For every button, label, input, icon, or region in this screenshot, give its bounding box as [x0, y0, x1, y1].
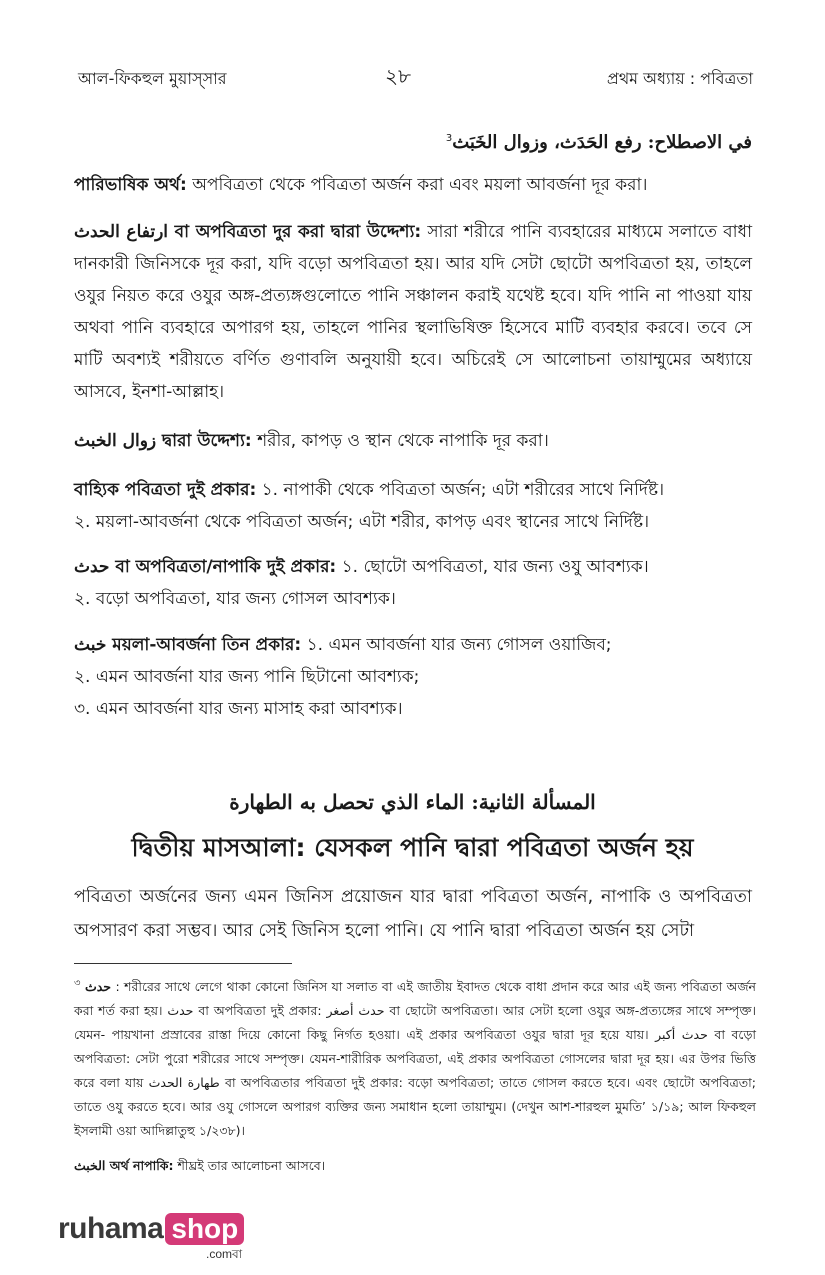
logo-ruhama: ruhama	[58, 1212, 164, 1245]
hadath-arabic: حدث	[74, 557, 110, 577]
irtifa-text: সারা শরীরে পানি ব্যবহারের মাধ্যমে সলাতে বাধা দানকারী জিনিসকে দূর করা, যদি বড়ো অপবিত্রতা হয়। আর যদি সেটা ছোটো অপবিত্রতা হয়, তাহলে ওযুর নিয়ত করে ওযুর অঙ্গ-প্রত্যঙ্গগুলোতে পানি সঞ্চালন করাই যথেষ্ট হবে। যদি পানি না পাওয়া যায় অথবা পানি ব্যবহারে অপারগ হয়, তাহলে পানির স্থলাভিষিক্ত হিসেবে মাটি ব্যবহার করবে। তবে সে মাটি অবশ্যই শরীয়তে বর্ণিত গুণাবলি অনুযায়ী হবে। অচিরেই সে আলোচনা তায়াম্মুমের অধ্যায়ে আসবে, ইনশা-আল্লাহ।	[74, 222, 753, 402]
hadath-label: বা অপবিত্রতা/নাপাকি দুই প্রকার:	[109, 557, 337, 577]
irtifa-paragraph	[74, 216, 752, 408]
logo-shop: shop	[165, 1213, 244, 1245]
closing-paragraph: পবিত্রতা অর্জনের জন্য এমন জিনিস প্রয়োজন যার দ্বারা পবিত্রতা অর্জন, নাপাকি ও অপবিত্রতা অপসারণ করা সম্ভব। আর সেই জিনিস হলো পানি। যে পানি দ্বারা পবিত্রতা অর্জন হয় সেটা	[74, 887, 752, 941]
external-purity-label: বাহ্যিক পবিত্রতা দুই প্রকার:	[74, 480, 257, 500]
external-purity-line2: ২. ময়লা-আবর্জনা থেকে পবিত্রতা অর্জন; এটা শরীর, কাপড় এবং স্থানের সাথে নির্দিষ্ট।	[74, 512, 650, 532]
footnote-2-text: শীঘ্রই তার আলোচনা আসবে।	[173, 1158, 326, 1173]
hadath-line2: ২. বড়ো অপবিত্রতা, যার জন্য গোসল আবশ্যক।	[74, 589, 396, 609]
footnote-divider	[74, 963, 292, 964]
section-arabic-title: المسألة الثانية: الماء الذي تحصل به الطهارة	[229, 790, 596, 814]
term-definition	[74, 172, 752, 200]
arabic-definition	[74, 132, 752, 153]
footnote-1	[74, 972, 756, 1143]
irtifa-label: বা অপবিত্রতা দুর করা দ্বারা উদ্দেশ্য:	[168, 222, 422, 242]
footnote-ref: 3	[445, 133, 453, 144]
zawal-arabic: زوال الخبث	[74, 431, 157, 451]
hadath-paragraph	[74, 551, 752, 615]
arabic-definition-text: في الاصطلاح: رفع الحَدَث، وزوال الخَبَث	[452, 132, 752, 153]
zawal-paragraph	[74, 428, 752, 456]
footnote-1-arabic: حدث	[84, 979, 112, 995]
footnote-1-text: : শরীরের সাথে লেগে থাকা কোনো জিনিস যা সলাত বা এই জাতীয় ইবাদত থেকে বাধা প্রদান করে আর এই জন্য পবিত্রতা অর্জন করা শর্ত করা হয়। حدث বা অপবিত্রতা দুই প্রকার: حدث أصغر বা ছোটো অপবিত্রতা। আর সেটা হলো ওযুর অঙ্গ-প্রত্যঙ্গের সাথে সম্পৃক্ত। যেমন- পায়খানা প্রস্রাবের রাস্তা দিয়ে কোনো কিছু নির্গত হওয়া। এই প্রকার অপবিত্রতা ওযুর দ্বারা দূর হয়ে যায়। حدث أكبر বা বড়ো অপবিত্রতা: সেটা পুরো শরীরের সাথে সম্পৃক্ত। যেমন-শারীরিক অপবিত্রতা, এই প্রকার অপবিত্রতা গোসলের দ্বারা দূর হয়। এর উপর ভিত্তি করে বলা যায় طهارة الحدث বা অপবিত্রতার পবিত্রতা দুই প্রকার: বড়ো অপবিত্রতা; তাতে গোসল করতে হবে। এবং ছোটো অপবিত্রতা; তাতে ওযু করতে হবে। আর ওযু গোসলে অপারগ ব্যক্তির জন্য সমাধান হলো তায়াম্মুম। (দেখুন আশ-শারহুল মুমতি’ ১/১৯; আল ফিকহুল ইসলামী ওয়া আদিল্লাতুহু ১/২৩৮)।	[74, 979, 757, 1139]
term-definition-label: পারিভাষিক অর্থ:	[74, 175, 187, 195]
khabath-line2: ২. এমন আবর্জনা যার জন্য পানি ছিটানো আবশ্যক;	[74, 667, 420, 687]
term-definition-text: অপবিত্রতা থেকে পবিত্রতা অর্জন করা এবং ময়লা আবর্জনা দূর করা।	[186, 175, 648, 195]
irtifa-arabic: ارتفاع الحدث	[74, 222, 169, 242]
running-header-title: আল-ফিকহুল মুয়াস্‌সার	[78, 69, 227, 88]
khabath-line1: ১. এমন আবর্জনা যার জন্য গোসল ওয়াজিব;	[301, 635, 612, 655]
ruhamashop-logo	[58, 1212, 244, 1261]
zawal-label: দ্বারা উদ্দেশ্য:	[156, 431, 252, 451]
page-number: ২৮	[385, 64, 411, 88]
zawal-text: শরীর, কাপড় ও স্থান থেকে নাপাকি দূর করা।	[251, 431, 549, 451]
footnote-2-label: অর্থ নাপাকি:	[105, 1158, 174, 1173]
khabath-arabic: خبث	[74, 635, 107, 655]
hadath-line1: ১. ছোটো অপবিত্রতা, যার জন্য ওযু আবশ্যক।	[336, 557, 649, 577]
khabath-paragraph	[74, 629, 752, 725]
footnote-number: ৩	[74, 978, 81, 989]
footnote-2	[74, 1154, 756, 1178]
khabath-line3: ৩. এমন আবর্জনা যার জন্য মাসাহ করা আবশ্যক।	[74, 699, 403, 719]
logo-domain: .comবা	[206, 1247, 243, 1261]
external-purity-paragraph	[74, 474, 752, 538]
running-header-chapter: প্রথম অধ্যায় : পবিত্রতা	[606, 69, 753, 88]
khabath-label: ময়লা-আবর্জনা তিন প্রকার:	[106, 635, 302, 655]
footnote-2-arabic: الخبث	[74, 1158, 106, 1173]
section-bengali-title: দ্বিতীয় মাসআলা: যেসকল পানি দ্বারা পবিত্রতা অর্জন হয়	[131, 833, 694, 862]
external-purity-line1: ১. নাপাকী থেকে পবিত্রতা অর্জন; এটা শরীরের সাথে নির্দিষ্ট।	[256, 480, 665, 500]
